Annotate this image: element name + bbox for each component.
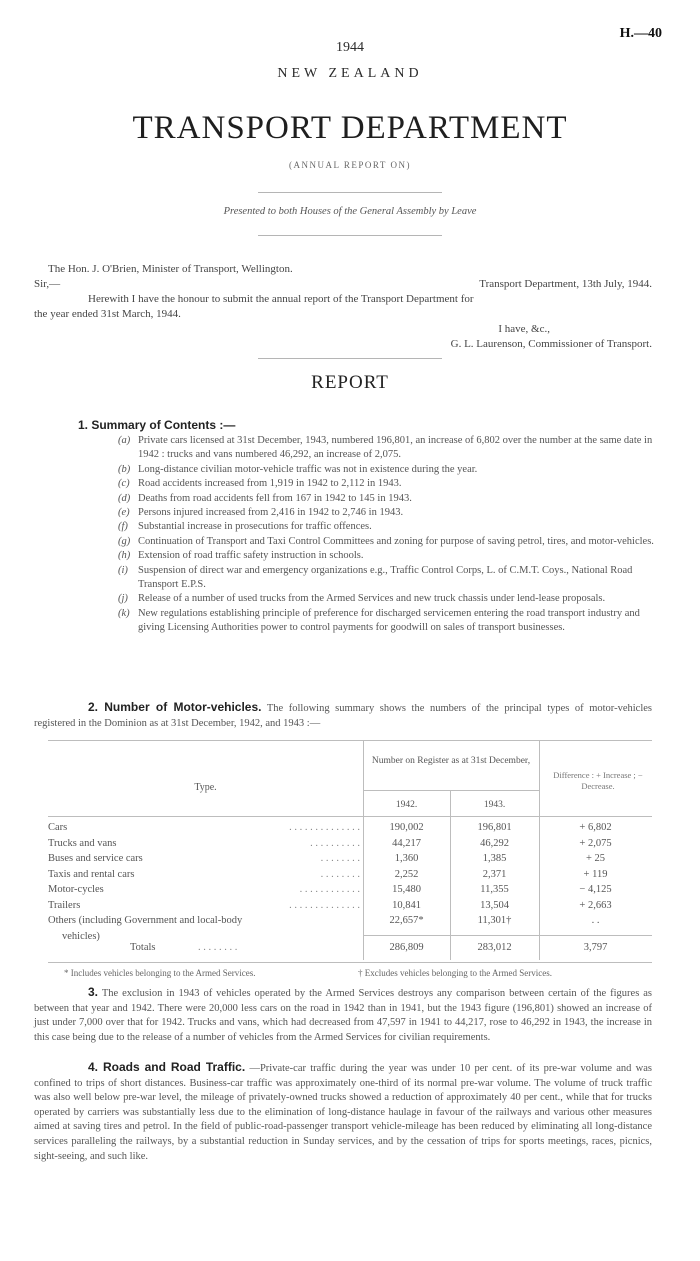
letter-addressee: The Hon. J. O'Brien, Minister of Transport, Wellington. [48,263,293,275]
table-cell-1943: 11,301† [477,915,512,926]
summary-item-text: Road accidents increased from 1,919 in 1942 to 2,112 in 1943. [138,478,402,490]
section-2-heading: 2. Number of Motor-vehicles. [88,700,262,714]
table-cell-type: Taxis and rental cars [48,868,135,880]
page-reference: H.—40 [619,26,662,41]
summary-item-label: (e) [118,507,130,519]
section-1-heading: 1. Summary of Contents :— [78,418,236,432]
table-cell-dots: . . . . . . . . . . . . . . [289,899,360,911]
summary-item-label: (i) [118,564,128,576]
letter-body-line2: the year ended 31st March, 1944. [34,308,181,320]
table-cell-1943: 13,504 [480,899,509,911]
table-cell-type-continued: vehicles) [62,930,100,942]
table-group-rule [363,790,539,791]
col-header-difference: Difference : + Increase ; − Decrease. [553,770,643,791]
table-cell-dots: . . . . . . . . . . [310,837,360,849]
summary-item [118,492,658,506]
summary-item [118,592,658,606]
summary-item [118,564,658,593]
section-3-heading: 3. [88,985,99,999]
summary-item [118,463,658,477]
summary-item-label: (g) [118,535,131,547]
summary-item-text: Continuation of Transport and Taxi Control Committees and zoning for purpose of saving petrol, tires, and motor-vehicles. [138,535,654,547]
table-cell-type: Cars [48,822,68,833]
table-cell-type: Others (including Government and local-body [48,915,243,926]
table-cell-1942: 44,217 [392,837,421,849]
summary-item-label: (k) [118,607,130,619]
summary-item-text: Extension of road traffic safety instruction in schools. [138,550,364,562]
totals-dots: . . . . . . . . [198,942,238,953]
document-title: TRANSPORT DEPARTMENT [132,110,568,146]
table-cell-1942: 1,360 [394,853,419,864]
table-cell-1942: 10,841 [392,899,421,911]
summary-item-text: Substantial increase in prosecutions for traffic offences. [138,521,372,533]
table-cell-type: Motor-cycles [48,884,104,895]
table-header-rule [48,816,652,817]
section-3-text: The exclusion in 1943 of vehicles operated by the Armed Services destroys any comparison between certain of the figures as between that year and 1942. There were 20,000 less cars on the road in 1942 than in 1941, but the 1943 figure (196,801) showed an increase of just under 7,000 over that for 1942. Trucks and vans, which had decreased from 47,597 in 1941 to 44,217, rose to 46,292 in 1943, the increase in this case being due to the release of a number of vehicles from the Armed Services for civilian requirements. [34,988,653,1043]
summary-item-label: (f) [118,521,128,533]
section-3-paragraph [34,985,652,1045]
document-year: 1944 [336,40,364,55]
summary-item [118,434,658,463]
col-header-group: Number on Register as at 31st December, [371,756,531,766]
table-col-divider [539,740,540,960]
letter-body-line1: Herewith I have the honour to submit the annual report of the Transport Department for [88,293,474,305]
table-cell-1943: 1,385 [482,853,507,864]
table-cell-1943: 11,355 [480,884,509,895]
presented-line: Presented to both Houses of the General Assembly by Leave [223,206,477,217]
summary-item-label: (j) [118,593,128,605]
summary-list [118,434,658,636]
letter-signature: G. L. Laurenson, Commissioner of Transport. [450,338,652,350]
summary-item [118,520,658,534]
divider [258,235,442,236]
section-4-paragraph [34,1060,652,1164]
summary-item-text: Long-distance civilian motor-vehicle traffic was not in existence during the year. [138,463,478,475]
country-heading: NEW ZEALAND [277,66,423,81]
summary-item-label: (b) [118,463,131,475]
totals-label: Totals [130,942,156,953]
table-cell-1942: 2,252 [394,868,419,880]
section-2-paragraph [34,700,652,731]
section-2-text: The following summary shows the numbers of the principal types of motor-vehicles registered in the Dominion as at 31st December, 1942, and 1943 :— [34,703,652,729]
letter-salutation: Sir,— [34,278,61,290]
summary-item [118,607,658,636]
table-cell-1942: 22,657* [389,915,424,926]
table-cell-type: Trucks and vans [48,837,117,849]
total-1943: 283,012 [477,942,512,953]
summary-item-text: Release of a number of used trucks from the Armed Services and new truck chassis under lend-lease proposals. [138,593,606,605]
summary-item-label: (a) [118,435,131,446]
summary-item [118,506,658,520]
table-cell-difference: + 25 [585,853,606,864]
summary-item-text: Suspension of direct war and emergency organizations e.g., Traffic Control Corps, L. of C.M.T. Coys., National Road Transport E.P.S. [138,564,633,591]
summary-item [118,549,658,563]
table-cell-1943: 2,371 [482,868,507,880]
table-cell-type: Buses and service cars [48,853,143,864]
table-cell-dots: . . . . . . . . . . . . . . [289,822,360,833]
footnote-2: † Excludes vehicles belonging to the Armed Services. [358,968,552,978]
total-difference: 3,797 [583,942,608,953]
document-subtitle: (ANNUAL REPORT ON) [289,160,411,170]
summary-item-text: Deaths from road accidents fell from 167 in 1942 to 145 in 1943. [138,492,412,504]
summary-item [118,535,658,549]
table-cell-difference: + 2,075 [579,837,612,849]
table-cell-difference: + 2,663 [579,899,612,911]
letter-dateline: Transport Department, 13th July, 1944. [479,278,652,290]
table-cell-difference: − 4,125 [579,884,612,895]
table-col-divider [363,740,364,960]
summary-item-text: Persons injured increased from 2,416 in 1942 to 2,746 in 1943. [138,507,404,519]
table-cell-type: Trailers [48,899,81,911]
letter-closing: I have, &c., [498,323,550,335]
summary-item-label: (h) [118,550,131,562]
table-totals-rule [363,935,652,936]
summary-item-text: Private cars licensed at 31st December, 1943, numbered 196,801, an increase of 6,802 over the number at the same date in 1942 : trucks and vans numbered 46,292, an increase of 2,075. [138,435,653,461]
table-cell-difference: . . [591,915,600,926]
table-cell-1943: 46,292 [480,837,509,849]
table-top-rule [48,740,652,741]
table-cell-1943: 196,801 [477,822,512,833]
table-cell-1942: 15,480 [392,884,421,895]
table-cell-dots: . . . . . . . . [320,868,360,880]
table-cell-difference: + 6,802 [579,822,612,833]
summary-item-label: (c) [118,478,130,490]
table-cell-dots: . . . . . . . . [320,853,360,864]
section-4-text: —Private-car traffic during the year was under 10 per cent. of its pre-war volume and was confined to trips of short distances. Business-car traffic was approximately one-third of its normal pre-war volume. The volume of truck traffic was also well below pre-war level, the mileage of privately-owned trucks showed a reduction of approximately 40 per cent., while that for trucks operated by carriers was substantially less due to the elimination of long-distance haulage in favour of the railways and various other measures aimed at saving tires and petrol. In the field of public-road-passenger transport vehicle-mileage has been reduced by eliminating all long-distance services paralleling the railways, by a substantial reduction in Sunday services, and by the cessation of trips for sports meetings, races, picnics, sight-seeing, and such like. [34,1063,652,1162]
table-cell-difference: + 119 [583,868,608,880]
footnote-1: * Includes vehicles belonging to the Armed Services. [64,968,256,978]
col-header-1942: 1942. [395,800,418,810]
total-1942: 286,809 [389,942,424,953]
divider [258,192,442,193]
summary-item-text: New regulations establishing principle of preference for discharged servicemen entering the road transport industry and giving Licensing Authorities power to control payments for goodwill on sales of transport businesses. [138,607,640,634]
table-bottom-rule [48,962,652,963]
report-heading: REPORT [311,372,389,393]
summary-item [118,477,658,491]
table-cell-dots: . . . . . . . . . . . . [299,884,360,895]
table-cell-1942: 190,002 [389,822,424,833]
divider [258,358,442,359]
summary-item-label: (d) [118,492,131,504]
col-header-1943: 1943. [483,800,506,810]
col-header-type: Type. [194,782,217,793]
section-4-heading: 4. Roads and Road Traffic. [88,1060,246,1074]
